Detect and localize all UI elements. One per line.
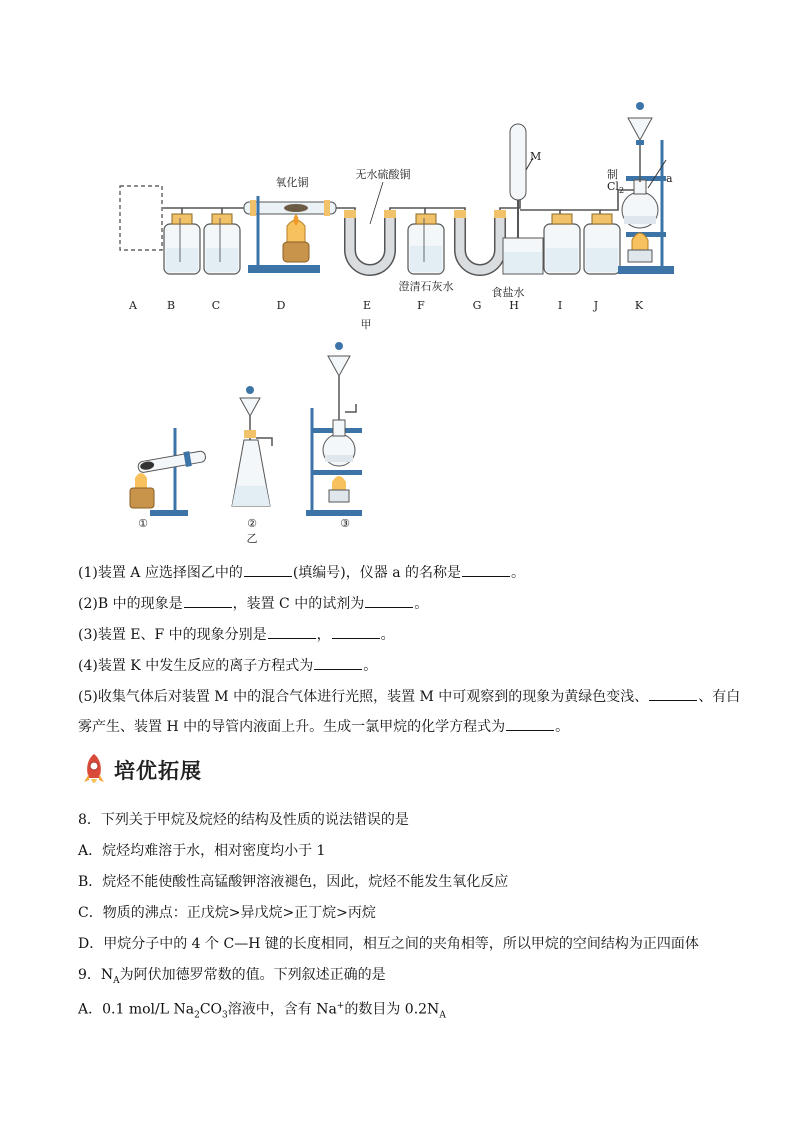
yi-device-1 bbox=[130, 428, 207, 516]
u-tube-e bbox=[344, 210, 396, 270]
bottle-j bbox=[584, 214, 620, 274]
yi-number-3: ③ bbox=[340, 517, 350, 530]
banner-title: 培优拓展 bbox=[114, 759, 202, 783]
label-tube-m: M bbox=[530, 150, 542, 163]
q7-part2: (2)B 中的现象是 ，装置 C 中的试剂为 。 bbox=[78, 593, 738, 614]
yi-device-3 bbox=[306, 342, 362, 516]
device-d-heated-tube bbox=[244, 196, 336, 273]
label-limewater: 澄清石灰水 bbox=[398, 280, 454, 293]
letter-i: I bbox=[557, 299, 563, 312]
q9-stem: 9．$N_A$为阿伏加德罗常数的值。下列叙述正确的是 bbox=[78, 967, 386, 986]
device-a-placeholder bbox=[120, 186, 162, 250]
answer-blank[interactable] bbox=[365, 593, 413, 608]
figure-jia-caption: 甲 bbox=[360, 318, 372, 331]
answer-blank[interactable] bbox=[332, 624, 380, 639]
label-instrument-a: a bbox=[666, 172, 673, 185]
answer-blank[interactable] bbox=[649, 686, 697, 701]
q8-option-b[interactable]: B．烷烃不能使酸性高锰酸钾溶液褪色，因此，烷烃不能发生氧化反应 bbox=[78, 874, 509, 890]
bottle-i bbox=[544, 214, 580, 274]
device-k-chlorine-generator bbox=[618, 102, 674, 274]
answer-blank[interactable] bbox=[244, 562, 292, 577]
yi-number-2: ② bbox=[247, 517, 257, 530]
label-anhydrous-cuso4: 无水硫酸铜 bbox=[355, 168, 411, 181]
label-make: 制 bbox=[607, 168, 618, 181]
answer-blank[interactable] bbox=[314, 655, 362, 670]
rocket-icon bbox=[80, 752, 108, 788]
label-copper-oxide: 氧化铜 bbox=[275, 176, 309, 189]
answer-blank[interactable] bbox=[462, 562, 510, 577]
q7-part1: (1)装置 A 应选择图乙中的 (填编号)，仪器 a 的名称是 。 bbox=[78, 562, 738, 583]
yi-device-2 bbox=[232, 386, 272, 506]
bottle-c bbox=[204, 214, 240, 274]
figure-yi-caption: 乙 bbox=[246, 532, 258, 545]
letter-k: K bbox=[634, 299, 644, 312]
answer-blank[interactable] bbox=[184, 593, 232, 608]
letter-c: C bbox=[211, 299, 221, 312]
letter-b: B bbox=[166, 299, 176, 312]
label-brine: 食盐水 bbox=[491, 286, 525, 299]
u-tube-g bbox=[454, 210, 506, 270]
letter-f: F bbox=[417, 299, 425, 312]
letter-a: A bbox=[129, 299, 137, 312]
section-banner bbox=[80, 750, 202, 790]
answer-blank[interactable] bbox=[268, 624, 316, 639]
yi-number-1: ① bbox=[138, 517, 148, 530]
q7-part5-line2: 雾产生、装置 H 中的导管内液面上升。生成一氯甲烷的化学方程式为 。 bbox=[78, 716, 738, 737]
letter-e: E bbox=[362, 299, 372, 312]
letter-g: G bbox=[472, 299, 482, 312]
q9-option-a[interactable]: A．0.1 mol/L $Na_2CO_3$溶液中，含有 Na+的数目为 $0.2N_A$ bbox=[78, 1001, 446, 1021]
tube-m-and-beaker-h bbox=[503, 124, 543, 274]
letter-h: H bbox=[509, 299, 519, 312]
letter-d: D bbox=[276, 299, 286, 312]
q8-option-d[interactable]: D．甲烷分子中的 4 个 C—H 键的长度相同，相互之间的夹角相等，所以甲烷的空间结构为正四面体 bbox=[78, 936, 699, 952]
q7-part4: (4)装置 K 中发生反应的离子方程式为 。 bbox=[78, 655, 738, 676]
bottle-f bbox=[408, 214, 444, 274]
q7-part5-line1: (5)收集气体后对装置 M 中的混合气体进行光照，装置 M 中可观察到的现象为黄绿色变浅、 、有白 bbox=[78, 686, 738, 707]
q7-part3: (3)装置 E、F 中的现象分别是 ， 。 bbox=[78, 624, 738, 645]
answer-blank[interactable] bbox=[506, 716, 554, 731]
bottle-b bbox=[164, 214, 200, 274]
device-letters bbox=[128, 299, 644, 312]
label-cl2: $Cl_2$ bbox=[607, 180, 625, 195]
figure-yi-apparatus bbox=[0, 330, 794, 550]
q8-stem: 8．下列关于甲烷及烷烃的结构及性质的说法错误的是 bbox=[78, 812, 409, 828]
letter-j: J bbox=[593, 299, 599, 312]
figure-jia-apparatus bbox=[0, 0, 794, 340]
q8-option-c[interactable]: C．物质的沸点：正戊烷>异戊烷>正丁烷>丙烷 bbox=[78, 905, 376, 921]
q8-option-a[interactable]: A．烷烃均难溶于水，相对密度均小于 1 bbox=[78, 843, 326, 859]
